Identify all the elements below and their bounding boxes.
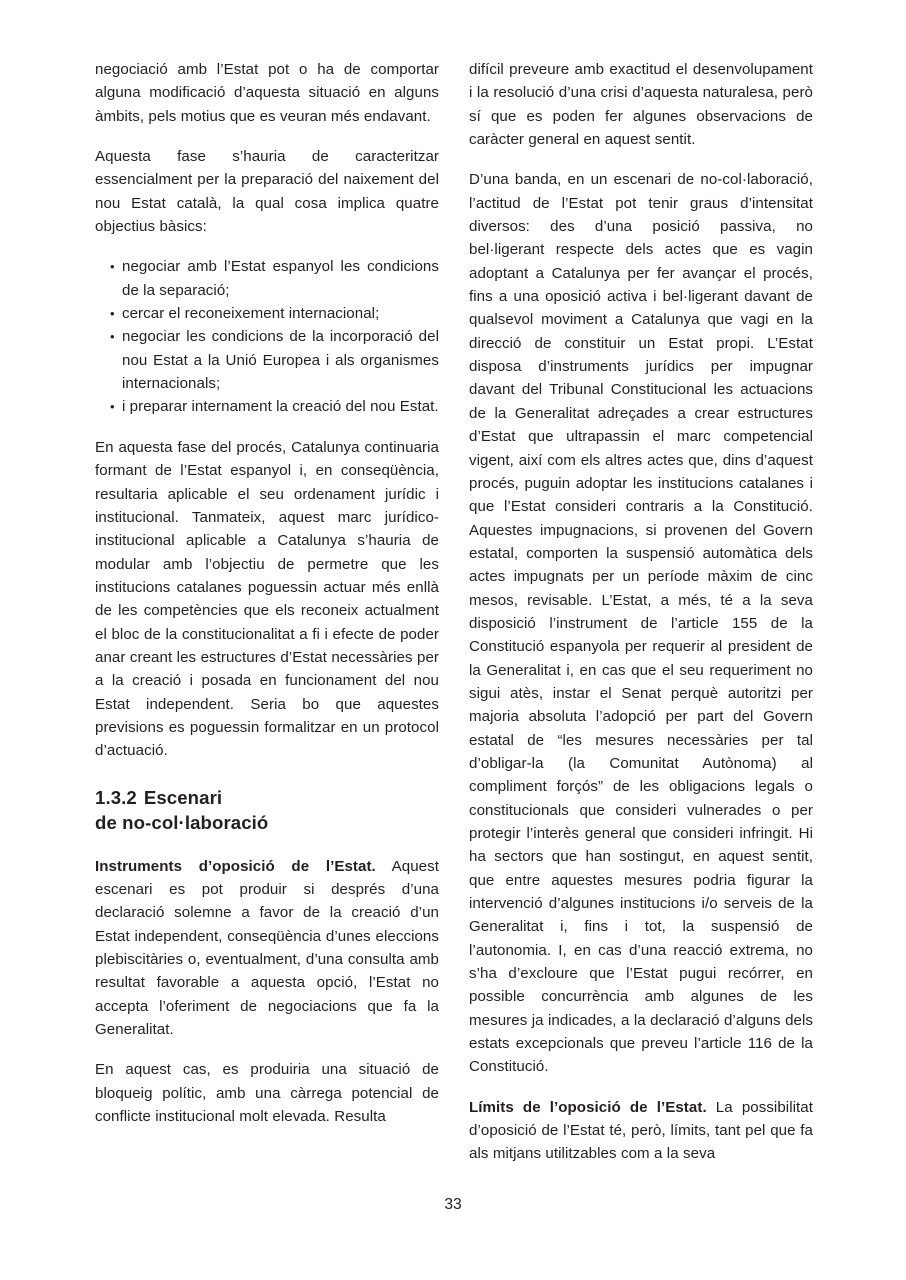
right-column xyxy=(469,58,813,1183)
list-item: • cercar el reconeixement internacional; xyxy=(95,302,439,325)
list-item: • negociar les condicions de la incorporació del nou Estat a la Unió Europea i als organismes internacionals; xyxy=(95,325,439,395)
list-item: • negociar amb l’Estat espanyol les condicions de la separació; xyxy=(95,255,439,302)
paragraph: negociació amb l’Estat pot o ha de comportar alguna modificació d’aquesta situació en alguns àmbits, pels motius que es veuran més endavant. xyxy=(95,61,439,125)
paragraph-with-lead xyxy=(95,855,439,1042)
lead-in-bold: Instruments d’oposició de l’Estat. xyxy=(95,857,376,875)
two-column-body xyxy=(95,58,813,1183)
page-number: 33 xyxy=(444,1196,462,1213)
paragraph: En aquest cas, es produiria una situació de bloqueig polític, amb una càrrega potencial de conflicte institucional molt elevada. Resulta xyxy=(95,1061,439,1126)
paragraph-body: La possibilitat d’oposició de l’Estat té, però, límits, tant pel que fa als mitjans utilitzables com a la seva xyxy=(469,1098,814,1163)
paragraph: En aquesta fase del procés, Catalunya continuaria formant de l’Estat espanyol i, en conseqüència, resultaria aplicable el seu ordenament jurídic i institucional. Tanmateix, aquest marc jurídico-institucional aplicable a Catalunya s’hauria de modular amb l’objectiu de permetre que les institucions catalanes poguessin actuar més enllà de les competències que els reconeix actualment el bloc de la constitucionalitat a fi i efecte de poder anar creant les estructures d’Estat necessàries per a la creació i posada en funcionament del nou Estat independent. Seria bo que aquestes previsions es poguessin formalitzar en un protocol d’actuació. xyxy=(95,438,439,760)
objectives-list xyxy=(95,255,439,418)
left-column xyxy=(95,58,439,1183)
section-title-line2: de no-col·laboració xyxy=(95,812,269,834)
lead-in-bold: Límits de l’oposició de l’Estat. xyxy=(469,1098,707,1116)
section-number: 1.3.2 xyxy=(95,786,137,808)
paragraph-with-lead xyxy=(469,1096,813,1166)
paragraph: D’una banda, en un escenari de no-col·laboració, l’actitud de l’Estat pot tenir graus d’intensitat diversos: des d’una posició passiva, no bel·ligerant respecte dels actes que es vagin adoptant a Catalunya per fer avançar el procés, fins a una oposició activa i bel·ligerant davant de qualsevol moviment a Catalunya que vagi en la direcció de constituir un Estat propi. L’Estat disposa d’instruments jurídics per impugnar davant del Tribunal Constitucional les actuacions de la Generalitat adreçades a crear estructures d’Estat que ultrapassin el marc competencial vigent, així com els altres actes que, dins d’aquest procés, puguin adoptar les institucions catalanes i que l’Estat consideri contraris a la Constitució. Aquestes impugnacions, si provenen del Govern estatal, comporten la suspensió automàtica dels actes impugnats per un període màxim de cinc mesos, revisable. L’Estat, a més, té a la seva disposició l’instrument de l’article 155 de la Constitució espanyola per requerir al president de la Generalitat i, en cas que el seu requeriment no sigui atès, instar el Senat perquè autoritzi per majoria absoluta l’adopció per part del Govern estatal de “les mesures necessàries per tal d’obligar-la (la Comunitat Autònoma) al compliment forçós” de les obligacions legals o constitucionals que consideri vulnerades o per protegir l’interès general que consideri infringit. Hi ha sectors que han sostingut, en aquest sentit, que entre aquestes mesures podria figurar la intervenció d’algunes institucions i/o serveis de la Generalitat i, fins i tot, la suspensió de l’autonomia. I, en cas d’una reacció extrema, no s’ha d’excloure que l’Estat pugui recórrer, en possible concurrència amb algunes de les mesures ja indicades, a la declaració d’alguns dels estats excepcionals que preveu l’article 116 de la Constitució. xyxy=(469,171,813,1076)
list-item: • i preparar internament la creació del nou Estat. xyxy=(95,395,439,418)
section-title-line1: Escenari xyxy=(143,786,223,808)
paragraph: Aquesta fase s’hauria de caracteritzar essencialment per la preparació del naixement del nou Estat català, la qual cosa implica quatre objectius bàsics: xyxy=(95,148,439,236)
section-heading xyxy=(95,785,439,836)
paragraph: difícil preveure amb exactitud el desenvolupament i la resolució d’una crisi d’aquesta naturalesa, però sí que es poden fer algunes observacions de caràcter general en aquest sentit. xyxy=(469,61,813,149)
paragraph-body: Aquest escenari es pot produir si després d’una declaració solemne a favor de la creació d’un Estat independent, conseqüència d’unes eleccions plebiscitàries o, eventualment, d’una consulta amb resultat favorable a aquesta opció, l’Estat no accepta l’oferiment de negociacions que fa la Generalitat. xyxy=(95,857,439,1039)
